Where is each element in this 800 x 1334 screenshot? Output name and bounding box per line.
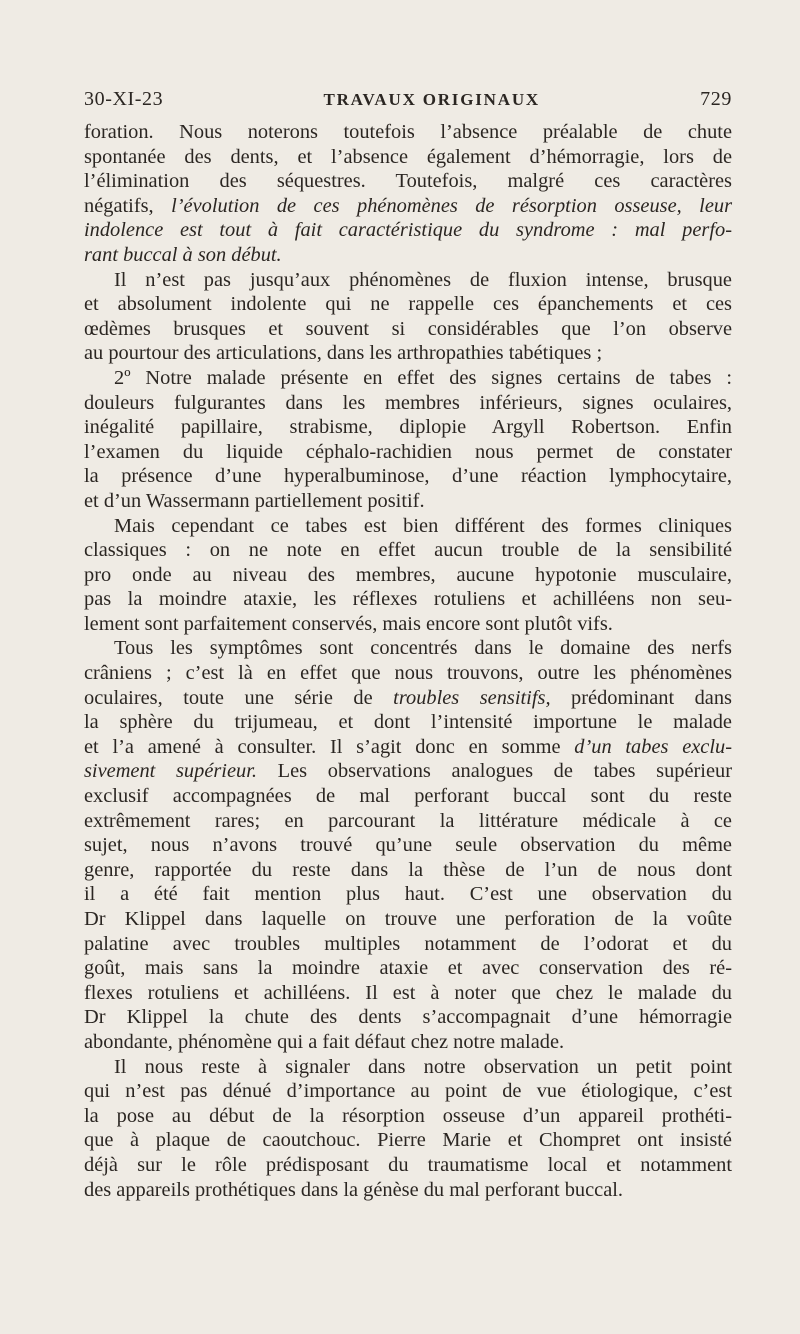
text-line	[84, 1055, 732, 1080]
text-run: la pose au début de la résorption osseuse d’un appareil prothéti-	[84, 1104, 732, 1127]
text-run: foration. Nous noterons toutefois l’absence préalable de chute	[84, 121, 732, 143]
text-run: que à plaque de caoutchouc. Pierre Marie et Chompret ont insisté	[84, 1129, 732, 1152]
text-run: goût, mais sans la moindre ataxie et avec conservation des ré-	[84, 957, 732, 980]
text-line	[84, 194, 732, 219]
text-line	[84, 1153, 732, 1178]
text-line	[84, 661, 732, 686]
text-run: œdèmes brusques et souvent si considérables que l’on observe	[84, 317, 732, 340]
text-run: lement sont parfaitement conservés, mais encore sont plutôt vifs.	[84, 612, 613, 635]
text-run: prédominant dans	[550, 686, 732, 709]
text-line	[84, 759, 732, 784]
text-line	[84, 489, 732, 514]
text-line	[84, 1128, 732, 1153]
text-run: et absolument indolente qui ne rappelle ces épanchements et ces	[84, 293, 732, 316]
text-run: pro onde au niveau des membres, aucune hypotonie musculaire,	[84, 563, 732, 586]
text-run: abondante, phénomène qui a fait défaut chez notre malade.	[84, 1030, 565, 1053]
text-run: des appareils prothétiques dans la génèse du mal perforant buccal.	[84, 1178, 624, 1201]
text-line	[84, 514, 732, 539]
italic-text: sivement supérieur.	[84, 760, 257, 783]
text-line	[84, 907, 732, 932]
text-run: flexes rotuliens et achilléens. Il est à noter que chez le malade du	[84, 981, 732, 1004]
text-run: extrêmement rares; en parcourant la littérature médicale à ce	[84, 809, 732, 832]
text-run: Tous les symptômes sont concentrés dans le domaine des nerfs	[114, 637, 732, 660]
text-line	[84, 391, 732, 416]
paragraph-p6	[84, 1055, 732, 1203]
text-line	[84, 268, 732, 293]
text-run: oculaires, toute une série de	[84, 686, 394, 709]
text-run: Dr Klippel dans laquelle on trouve une perforation de la voûte	[84, 908, 732, 930]
text-line	[84, 587, 732, 612]
italic-text: l’évolution de ces phénomènes de résorption osseuse, leur	[171, 194, 732, 217]
header-section-title: TRAVAUX ORIGINAUX	[323, 90, 540, 109]
text-line	[84, 317, 732, 342]
text-run: l’élimination des séquestres. Toutefois, malgré ces caractères	[84, 170, 732, 193]
text-line	[84, 464, 732, 489]
text-line	[84, 415, 732, 440]
paragraph-p3	[84, 366, 732, 514]
text-run: négatifs,	[84, 194, 172, 217]
text-line	[84, 1005, 732, 1030]
text-line	[84, 366, 732, 391]
text-line	[84, 440, 732, 465]
text-run: déjà sur le rôle prédisposant du traumatisme local et notamment	[84, 1153, 732, 1176]
header-page-number: 729	[700, 88, 732, 110]
italic-text: d’un tabes exclu-	[574, 735, 732, 758]
text-line	[84, 710, 732, 735]
text-run: exclusif accompagnées de mal perforant buccal sont du reste	[84, 785, 732, 808]
text-run: il a été fait mention plus haut. C’est une observation du	[84, 883, 732, 906]
text-run: genre, rapportée du reste dans la thèse de l’un de nous dont	[84, 858, 732, 881]
text-run: Dr Klippel la chute des dents s’accompagnait d’une hémorragie	[84, 1006, 732, 1029]
text-line	[84, 292, 732, 317]
running-header	[84, 88, 732, 120]
text-run: Les observations analogues de tabes supérieur	[257, 760, 732, 783]
text-run: Il nous reste à signaler dans notre observation un petit point	[114, 1055, 732, 1078]
text-run: pas la moindre ataxie, les réflexes rotuliens et achilléens non seu-	[84, 588, 732, 611]
text-line	[84, 1030, 732, 1055]
text-line	[84, 784, 732, 809]
text-line	[84, 932, 732, 957]
text-run: Mais cependant ce tabes est bien différent des formes cliniques	[114, 514, 732, 537]
text-line	[84, 169, 732, 194]
italic-text: troubles sensitifs,	[393, 686, 551, 709]
text-run: et d’un Wassermann partiellement positif.	[84, 489, 425, 512]
text-run: crâniens ; c’est là en effet que nous trouvons, outre les phénomènes	[84, 662, 732, 685]
text-run: spontanée des dents, et l’absence également d’hémorragie, lors de	[84, 145, 732, 168]
italic-text: rant buccal à son début.	[84, 243, 282, 266]
text-run: palatine avec troubles multiples notamment de l’odorat et du	[84, 932, 732, 955]
text-line	[84, 1079, 732, 1104]
text-line	[84, 1104, 732, 1129]
text-line	[84, 538, 732, 563]
text-run: la présence d’une hyperalbuminose, d’une réaction lymphocytaire,	[84, 465, 732, 488]
text-run: 2º Notre malade présente en effet des signes certains de tabes :	[114, 366, 732, 389]
text-run: Il n’est pas jusqu’aux phénomènes de fluxion intense, brusque	[114, 268, 732, 291]
text-line	[84, 858, 732, 883]
text-line	[84, 981, 732, 1006]
paragraph-p2	[84, 268, 732, 366]
text-line	[84, 686, 732, 711]
text-line	[84, 120, 732, 145]
text-line	[84, 1178, 732, 1203]
italic-text: indolence est tout à fait caractéristique du syndrome : mal perfo-	[84, 219, 732, 242]
text-line	[84, 563, 732, 588]
text-line	[84, 243, 732, 268]
text-run: douleurs fulgurantes dans les membres inférieurs, signes oculaires,	[84, 391, 732, 414]
text-line	[84, 833, 732, 858]
text-run: inégalité papillaire, strabisme, diplopie Argyll Robertson. Enfin	[84, 416, 732, 439]
text-run: au pourtour des articulations, dans les arthropathies tabétiques ;	[84, 342, 603, 365]
text-run: la sphère du trijumeau, et dont l’intensité importune le malade	[84, 711, 732, 734]
text-run: qui n’est pas dénué d’importance au point de vue étiologique, c’est	[84, 1080, 732, 1103]
paragraph-p1	[84, 120, 732, 268]
text-line	[84, 809, 732, 834]
text-line	[84, 882, 732, 907]
text-line	[84, 956, 732, 981]
article-body	[84, 120, 732, 1202]
text-line	[84, 636, 732, 661]
text-run: et l’a amené à consulter. Il s’agit donc en somme	[84, 735, 575, 758]
text-line	[84, 735, 732, 760]
text-line	[84, 612, 732, 637]
text-run: sujet, nous n’avons trouvé qu’une seule observation du même	[84, 834, 732, 857]
text-run: classiques : on ne note en effet aucun trouble de la sensibilité	[84, 539, 732, 562]
text-run: l’examen du liquide céphalo-rachidien nous permet de constater	[84, 440, 732, 463]
header-date: 30-XI-23	[84, 88, 164, 110]
text-line	[84, 341, 732, 366]
paragraph-p4	[84, 514, 732, 637]
paragraph-p5	[84, 636, 732, 1054]
text-line	[84, 218, 732, 243]
text-line	[84, 145, 732, 170]
page	[84, 88, 732, 1202]
